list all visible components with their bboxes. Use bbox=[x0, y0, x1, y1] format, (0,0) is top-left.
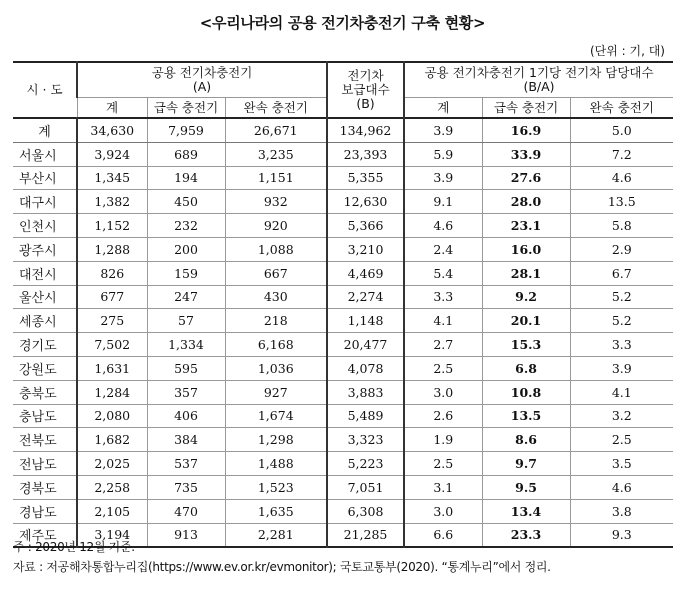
region-cell: 제주도 bbox=[13, 523, 77, 547]
region-cell: 전북도 bbox=[13, 428, 77, 452]
region-cell: 경남도 bbox=[13, 499, 77, 523]
ratio-total-cell: 5.4 bbox=[404, 261, 482, 285]
fast-charger-cell: 200 bbox=[147, 237, 225, 261]
charger-total-cell: 1,682 bbox=[77, 428, 147, 452]
fast-charger-cell: 357 bbox=[147, 380, 225, 404]
ratio-slow-cell: 3.3 bbox=[570, 333, 673, 357]
charger-total-cell: 2,105 bbox=[77, 499, 147, 523]
table-row bbox=[13, 428, 673, 452]
header-ev-count-label: 전기차 bbox=[347, 68, 384, 83]
ratio-total-cell: 4.6 bbox=[404, 214, 482, 238]
ratio-fast-cell: 27.6 bbox=[482, 166, 570, 190]
ratio-total-cell: 5.9 bbox=[404, 142, 482, 166]
header-public-chargers bbox=[77, 62, 327, 98]
ev-count-cell: 3,883 bbox=[327, 380, 404, 404]
ratio-fast-cell: 13.4 bbox=[482, 499, 570, 523]
ratio-total-cell: 9.1 bbox=[404, 190, 482, 214]
fast-charger-cell: 735 bbox=[147, 475, 225, 499]
ratio-fast-cell: 28.1 bbox=[482, 261, 570, 285]
charger-total-cell: 2,258 bbox=[77, 475, 147, 499]
ratio-slow-cell: 5.2 bbox=[570, 285, 673, 309]
fast-charger-cell: 247 bbox=[147, 285, 225, 309]
ratio-fast-cell: 9.5 bbox=[482, 475, 570, 499]
table-row bbox=[13, 380, 673, 404]
ev-count-cell: 5,355 bbox=[327, 166, 404, 190]
slow-charger-cell: 26,671 bbox=[225, 118, 327, 142]
charger-total-cell: 826 bbox=[77, 261, 147, 285]
region-cell: 세종시 bbox=[13, 309, 77, 333]
ratio-fast-cell: 23.3 bbox=[482, 523, 570, 547]
ratio-total-cell: 2.5 bbox=[404, 452, 482, 476]
charger-total-cell: 1,345 bbox=[77, 166, 147, 190]
table-row bbox=[13, 142, 673, 166]
ratio-fast-cell: 33.9 bbox=[482, 142, 570, 166]
ratio-slow-cell: 5.2 bbox=[570, 309, 673, 333]
ev-count-cell: 7,051 bbox=[327, 475, 404, 499]
ratio-fast-cell: 10.8 bbox=[482, 380, 570, 404]
slow-charger-cell: 1,298 bbox=[225, 428, 327, 452]
slow-charger-cell: 667 bbox=[225, 261, 327, 285]
fast-charger-cell: 595 bbox=[147, 356, 225, 380]
table-row bbox=[13, 333, 673, 357]
ratio-slow-cell: 3.8 bbox=[570, 499, 673, 523]
ratio-slow-cell: 6.7 bbox=[570, 261, 673, 285]
table-row bbox=[13, 166, 673, 190]
ratio-slow-cell: 3.2 bbox=[570, 404, 673, 428]
charger-total-cell: 677 bbox=[77, 285, 147, 309]
header-per-charger-sub: (B/A) bbox=[523, 79, 555, 94]
slow-charger-cell: 6,168 bbox=[225, 333, 327, 357]
table-row bbox=[13, 309, 673, 333]
header-public-chargers-sub: (A) bbox=[192, 79, 212, 94]
ratio-fast-cell: 16.0 bbox=[482, 237, 570, 261]
charger-total-cell: 3,924 bbox=[77, 142, 147, 166]
fast-charger-cell: 450 bbox=[147, 190, 225, 214]
header-ev-count-sub: (B) bbox=[356, 96, 375, 111]
ratio-total-cell: 2.5 bbox=[404, 356, 482, 380]
notes bbox=[13, 537, 551, 577]
slow-charger-cell: 1,523 bbox=[225, 475, 327, 499]
header-total: 계 bbox=[77, 98, 147, 119]
fast-charger-cell: 384 bbox=[147, 428, 225, 452]
fast-charger-cell: 57 bbox=[147, 309, 225, 333]
table-row bbox=[13, 499, 673, 523]
header-per-charger bbox=[404, 62, 673, 98]
fast-charger-cell: 159 bbox=[147, 261, 225, 285]
region-cell: 경기도 bbox=[13, 333, 77, 357]
ratio-total-cell: 2.7 bbox=[404, 333, 482, 357]
header-ev-count-label-2: 보급대수 bbox=[341, 82, 390, 97]
ev-count-cell: 2,274 bbox=[327, 285, 404, 309]
header-slow: 완속 충전기 bbox=[225, 98, 327, 119]
slow-charger-cell: 927 bbox=[225, 380, 327, 404]
ratio-slow-cell: 7.2 bbox=[570, 142, 673, 166]
slow-charger-cell: 3,235 bbox=[225, 142, 327, 166]
table-row bbox=[13, 118, 673, 142]
table-row bbox=[13, 261, 673, 285]
ratio-slow-cell: 13.5 bbox=[570, 190, 673, 214]
slow-charger-cell: 1,151 bbox=[225, 166, 327, 190]
slow-charger-cell: 1,674 bbox=[225, 404, 327, 428]
slow-charger-cell: 2,281 bbox=[225, 523, 327, 547]
page-title: <우리나라의 공용 전기차충전기 구축 현황> bbox=[199, 14, 486, 32]
ratio-total-cell: 2.4 bbox=[404, 237, 482, 261]
header-ratio-fast: 급속 충전기 bbox=[482, 98, 570, 119]
ratio-fast-cell: 15.3 bbox=[482, 333, 570, 357]
ev-count-cell: 12,630 bbox=[327, 190, 404, 214]
ratio-slow-cell: 4.6 bbox=[570, 166, 673, 190]
table-row bbox=[13, 452, 673, 476]
slow-charger-cell: 1,088 bbox=[225, 237, 327, 261]
header-per-charger-label: 공용 전기차충전기 1기당 전기차 담당대수 bbox=[424, 65, 654, 80]
header-region: 시 · 도 bbox=[13, 62, 77, 118]
ev-count-cell: 1,148 bbox=[327, 309, 404, 333]
ratio-fast-cell: 23.1 bbox=[482, 214, 570, 238]
charger-table bbox=[13, 61, 673, 548]
region-cell: 경북도 bbox=[13, 475, 77, 499]
header-ratio-total: 계 bbox=[404, 98, 482, 119]
ratio-fast-cell: 9.7 bbox=[482, 452, 570, 476]
ev-count-cell: 5,223 bbox=[327, 452, 404, 476]
charger-total-cell: 1,284 bbox=[77, 380, 147, 404]
ratio-total-cell: 3.0 bbox=[404, 499, 482, 523]
slow-charger-cell: 218 bbox=[225, 309, 327, 333]
region-cell: 강원도 bbox=[13, 356, 77, 380]
ev-count-cell: 20,477 bbox=[327, 333, 404, 357]
ratio-total-cell: 3.3 bbox=[404, 285, 482, 309]
fast-charger-cell: 537 bbox=[147, 452, 225, 476]
ev-count-cell: 6,308 bbox=[327, 499, 404, 523]
ratio-slow-cell: 3.5 bbox=[570, 452, 673, 476]
region-cell: 대구시 bbox=[13, 190, 77, 214]
table-row bbox=[13, 190, 673, 214]
region-cell: 대전시 bbox=[13, 261, 77, 285]
region-cell: 울산시 bbox=[13, 285, 77, 309]
header-fast: 급속 충전기 bbox=[147, 98, 225, 119]
region-cell: 광주시 bbox=[13, 237, 77, 261]
slow-charger-cell: 1,488 bbox=[225, 452, 327, 476]
ratio-fast-cell: 13.5 bbox=[482, 404, 570, 428]
ratio-slow-cell: 5.8 bbox=[570, 214, 673, 238]
charger-total-cell: 2,025 bbox=[77, 452, 147, 476]
note-basis: 주 : 2020년 12월 기준. bbox=[13, 540, 135, 554]
charger-total-cell: 7,502 bbox=[77, 333, 147, 357]
ratio-fast-cell: 16.9 bbox=[482, 118, 570, 142]
ev-count-cell: 134,962 bbox=[327, 118, 404, 142]
charger-total-cell: 275 bbox=[77, 309, 147, 333]
fast-charger-cell: 7,959 bbox=[147, 118, 225, 142]
ev-count-cell: 4,078 bbox=[327, 356, 404, 380]
region-cell: 인천시 bbox=[13, 214, 77, 238]
slow-charger-cell: 920 bbox=[225, 214, 327, 238]
fast-charger-cell: 470 bbox=[147, 499, 225, 523]
charger-total-cell: 34,630 bbox=[77, 118, 147, 142]
ev-count-cell: 21,285 bbox=[327, 523, 404, 547]
ratio-slow-cell: 9.3 bbox=[570, 523, 673, 547]
header-ev-count bbox=[327, 62, 404, 118]
region-cell: 전남도 bbox=[13, 452, 77, 476]
region-cell: 충북도 bbox=[13, 380, 77, 404]
fast-charger-cell: 913 bbox=[147, 523, 225, 547]
slow-charger-cell: 430 bbox=[225, 285, 327, 309]
region-cell: 계 bbox=[13, 118, 77, 142]
unit-label: (단위 : 기, 대) bbox=[589, 44, 665, 58]
table-row bbox=[13, 214, 673, 238]
ratio-total-cell: 3.9 bbox=[404, 166, 482, 190]
fast-charger-cell: 689 bbox=[147, 142, 225, 166]
table-row bbox=[13, 404, 673, 428]
ratio-slow-cell: 2.5 bbox=[570, 428, 673, 452]
charger-total-cell: 3,194 bbox=[77, 523, 147, 547]
note-source: 자료 : 저공해차통합누리집(https://www.ev.or.kr/evmonitor); 국토교통부(2020). “통계누리”에서 정리. bbox=[13, 560, 551, 574]
ev-count-cell: 3,210 bbox=[327, 237, 404, 261]
ratio-total-cell: 4.1 bbox=[404, 309, 482, 333]
ratio-slow-cell: 4.1 bbox=[570, 380, 673, 404]
ratio-fast-cell: 6.8 bbox=[482, 356, 570, 380]
charger-total-cell: 1,382 bbox=[77, 190, 147, 214]
ratio-fast-cell: 9.2 bbox=[482, 285, 570, 309]
ratio-total-cell: 6.6 bbox=[404, 523, 482, 547]
region-cell: 충남도 bbox=[13, 404, 77, 428]
charger-total-cell: 1,631 bbox=[77, 356, 147, 380]
header-public-chargers-label: 공용 전기차충전기 bbox=[151, 65, 253, 80]
ratio-total-cell: 3.1 bbox=[404, 475, 482, 499]
region-cell: 부산시 bbox=[13, 166, 77, 190]
ev-count-cell: 4,469 bbox=[327, 261, 404, 285]
charger-total-cell: 1,288 bbox=[77, 237, 147, 261]
ev-count-cell: 23,393 bbox=[327, 142, 404, 166]
table-row bbox=[13, 237, 673, 261]
ratio-fast-cell: 28.0 bbox=[482, 190, 570, 214]
ratio-slow-cell: 4.6 bbox=[570, 475, 673, 499]
header-ratio-slow: 완속 충전기 bbox=[570, 98, 673, 119]
charger-total-cell: 1,152 bbox=[77, 214, 147, 238]
table-row bbox=[13, 475, 673, 499]
ratio-slow-cell: 3.9 bbox=[570, 356, 673, 380]
ratio-slow-cell: 2.9 bbox=[570, 237, 673, 261]
ratio-slow-cell: 5.0 bbox=[570, 118, 673, 142]
ratio-total-cell: 3.0 bbox=[404, 380, 482, 404]
fast-charger-cell: 1,334 bbox=[147, 333, 225, 357]
fast-charger-cell: 232 bbox=[147, 214, 225, 238]
ratio-total-cell: 1.9 bbox=[404, 428, 482, 452]
ev-count-cell: 5,366 bbox=[327, 214, 404, 238]
ratio-fast-cell: 20.1 bbox=[482, 309, 570, 333]
fast-charger-cell: 406 bbox=[147, 404, 225, 428]
table-row bbox=[13, 356, 673, 380]
ratio-total-cell: 2.6 bbox=[404, 404, 482, 428]
region-cell: 서울시 bbox=[13, 142, 77, 166]
ev-count-cell: 3,323 bbox=[327, 428, 404, 452]
ev-count-cell: 5,489 bbox=[327, 404, 404, 428]
charger-total-cell: 2,080 bbox=[77, 404, 147, 428]
ratio-total-cell: 3.9 bbox=[404, 118, 482, 142]
slow-charger-cell: 1,635 bbox=[225, 499, 327, 523]
slow-charger-cell: 932 bbox=[225, 190, 327, 214]
ratio-fast-cell: 8.6 bbox=[482, 428, 570, 452]
slow-charger-cell: 1,036 bbox=[225, 356, 327, 380]
table-row bbox=[13, 285, 673, 309]
fast-charger-cell: 194 bbox=[147, 166, 225, 190]
